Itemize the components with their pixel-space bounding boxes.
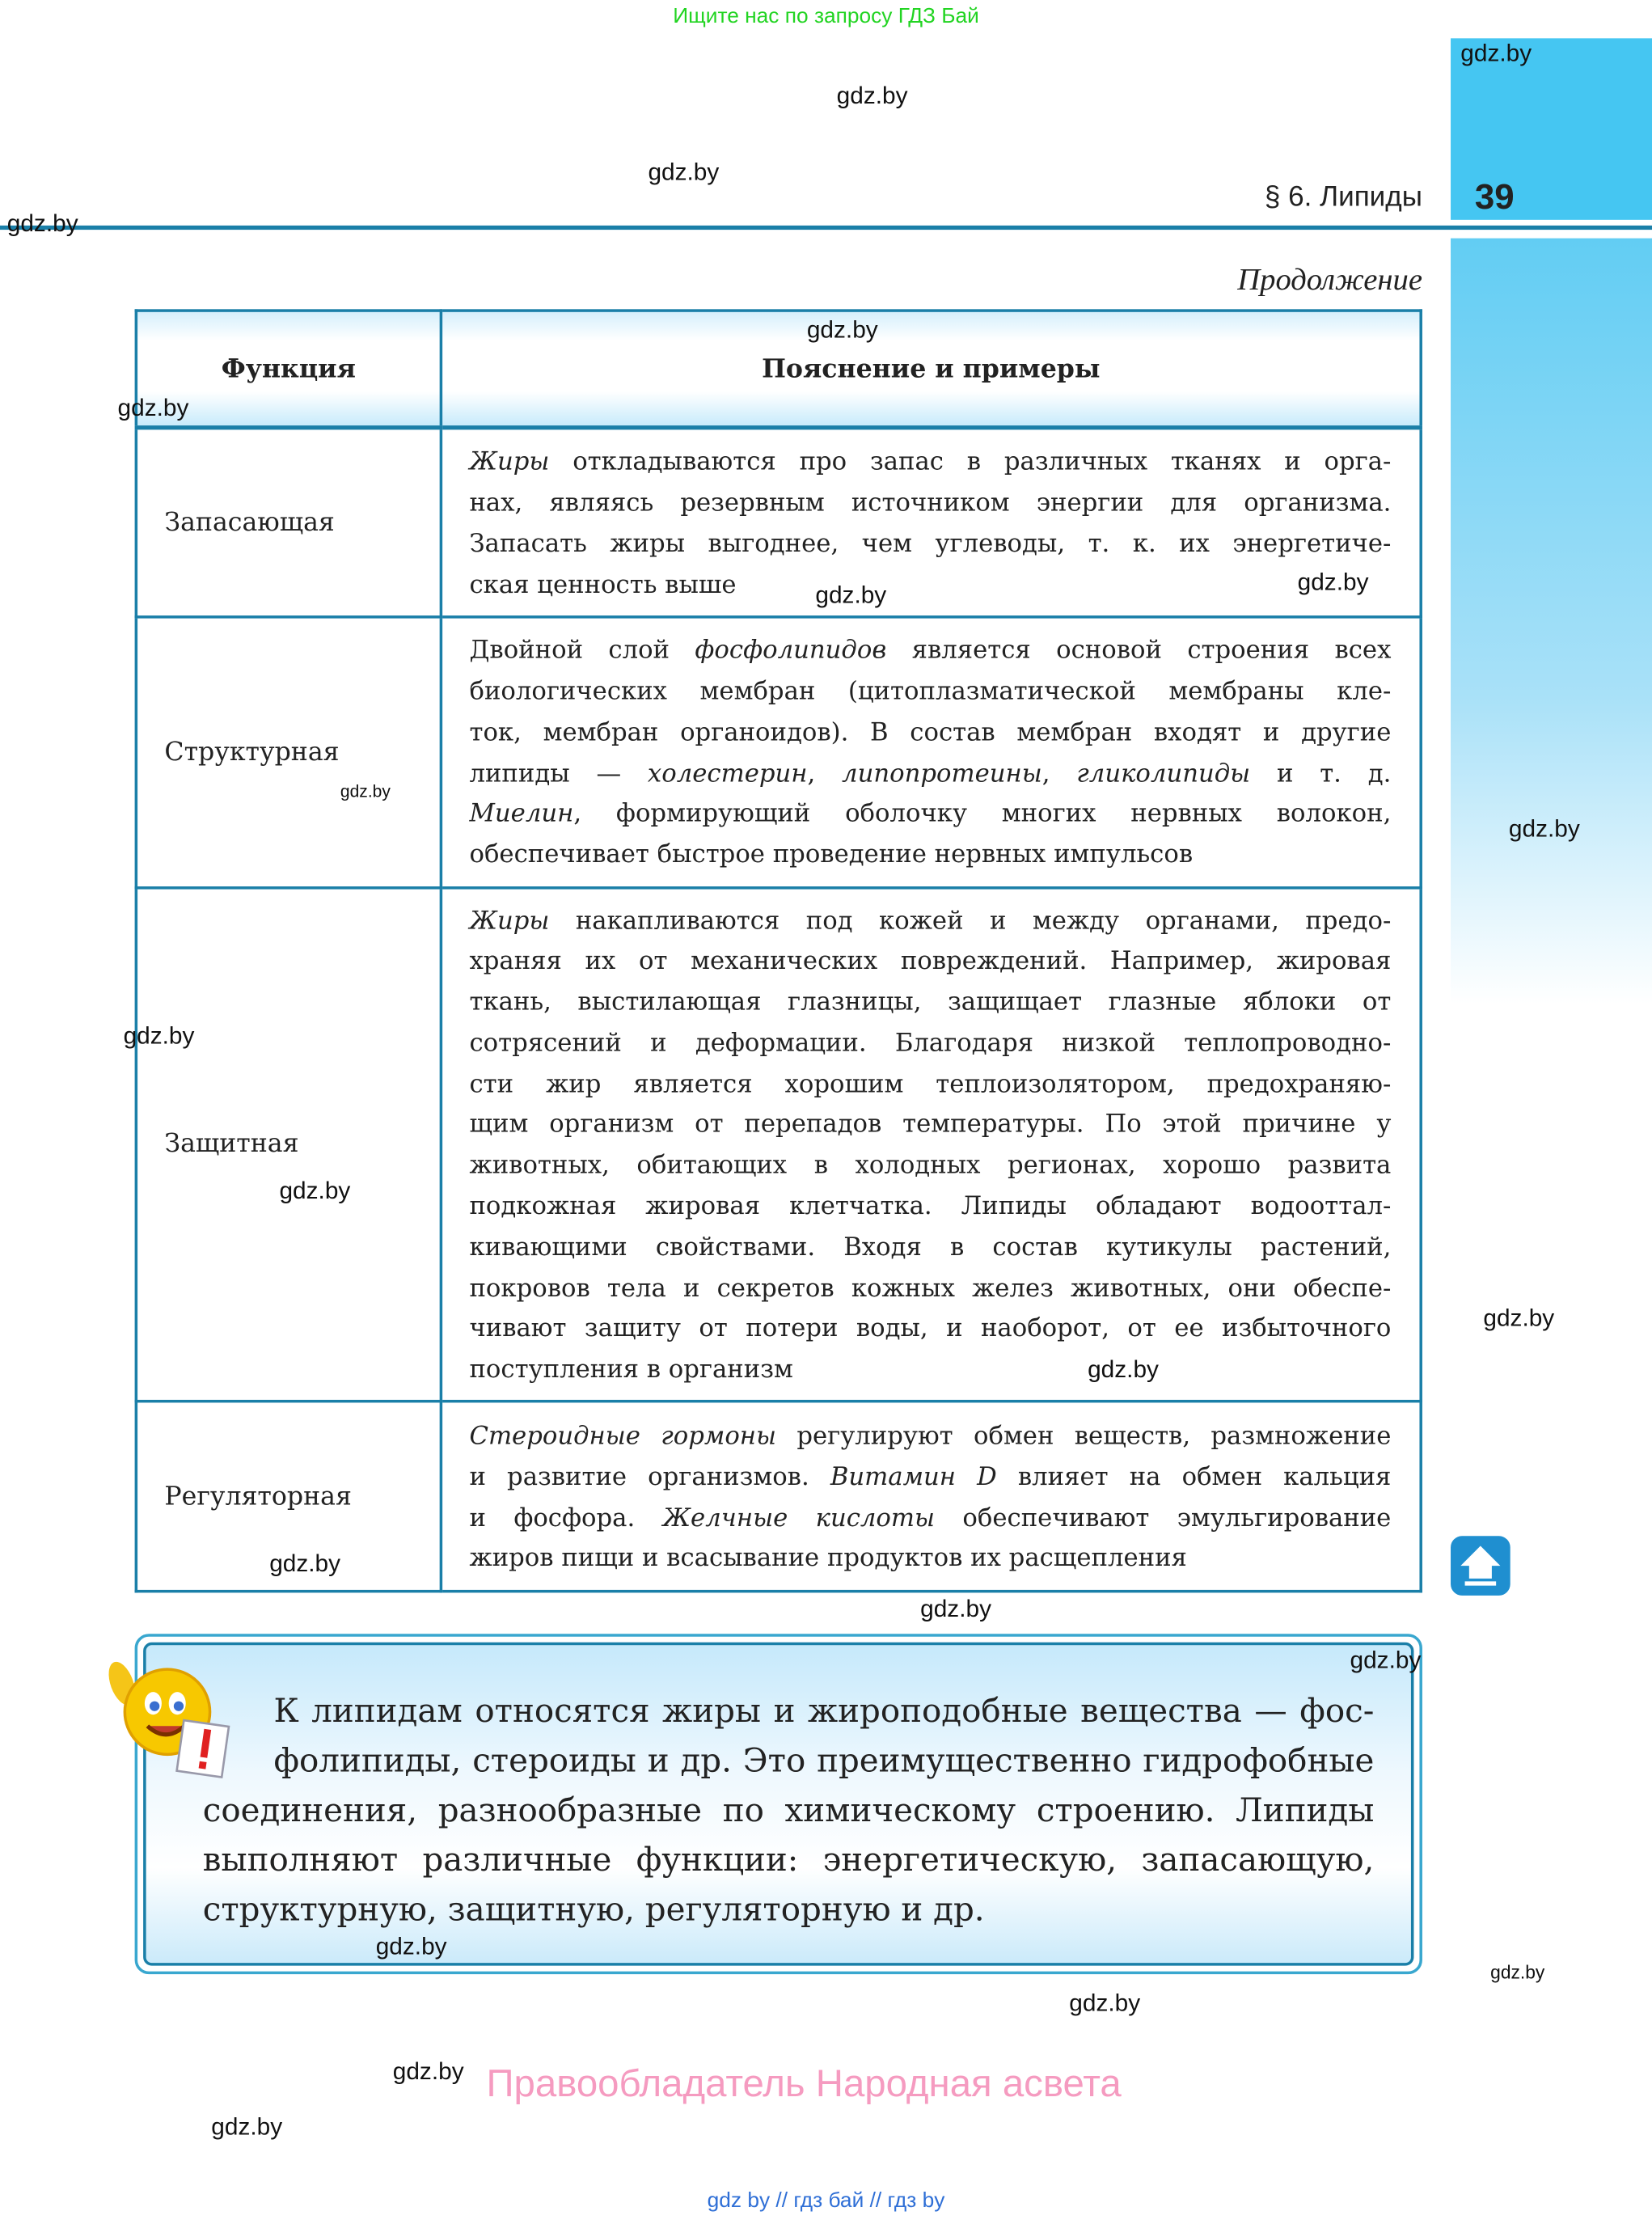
- watermark: gdz.by: [836, 82, 908, 110]
- emphasized-term: гликолипиды: [1076, 759, 1251, 789]
- text-line: [469, 484, 1391, 525]
- summary-line: выполняют различные функции: энергетическую, запасающую,: [202, 1842, 1375, 1879]
- watermark: gdz.by: [375, 1933, 447, 1960]
- text-line: [469, 754, 1391, 795]
- text-line: [469, 1187, 1391, 1228]
- text-line: [469, 942, 1391, 983]
- summary-box: [135, 1634, 1422, 1974]
- arrow-up-icon: [1451, 1536, 1510, 1596]
- watermark: gdz.by: [6, 209, 78, 237]
- text-segment: ская ценность выше: [469, 570, 737, 600]
- watermark: gdz.by: [648, 159, 720, 186]
- table-header-row: [136, 311, 1421, 428]
- search-hint: Ищите нас по запросу ГДЗ Бай: [673, 4, 979, 29]
- emphasized-term: фосфолипидов: [695, 636, 887, 666]
- function-name: Запасающая: [136, 428, 441, 616]
- text-segment: ток, мембран органоидов). В состав мембран входят и другие: [469, 718, 1392, 747]
- watermark: gdz.by: [1508, 815, 1580, 843]
- text-line: [469, 713, 1391, 755]
- table-continued-label: Продолжение: [1237, 260, 1422, 297]
- function-explanation: [441, 616, 1421, 887]
- watermark: gdz.by: [806, 316, 878, 344]
- text-segment: поступления в организм: [469, 1356, 793, 1385]
- table-row: [136, 887, 1421, 1402]
- function-name: Защитная: [136, 887, 441, 1402]
- text-segment: биологических мембран (цитоплазматической мембраны кле-: [469, 678, 1392, 707]
- text-line: [469, 901, 1391, 942]
- text-segment: сотрясений и деформации. Благодаря низкой теплопроводно-: [469, 1029, 1392, 1059]
- emphasized-term: липопротеины: [842, 759, 1042, 789]
- emphasized-term: Миелин: [469, 800, 574, 829]
- text-line: [469, 1499, 1391, 1540]
- text-segment: накапливаются под кожей и между органами, предо-: [549, 907, 1392, 936]
- text-segment: кивающими свойствами. Входя в состав кутикулы растений,: [469, 1233, 1392, 1262]
- table-row: [136, 428, 1421, 616]
- scroll-up-button[interactable]: [1451, 1536, 1510, 1596]
- text-segment: нах, являясь резервным источником энергии для организма.: [469, 488, 1392, 518]
- watermark: gdz.by: [1460, 40, 1532, 67]
- table-row: [136, 616, 1421, 887]
- text-line: [469, 524, 1391, 565]
- text-segment: покровов тела и секретов кожных желез животных, они обеспе-: [469, 1275, 1392, 1304]
- text-line: [469, 1269, 1391, 1310]
- function-name: Структурная: [136, 616, 441, 887]
- header-function: Функция: [136, 311, 441, 428]
- text-segment: щим организм от перепадов температуры. По этой причине у: [469, 1110, 1392, 1140]
- text-segment: жиров пищи и всасывание продуктов их расщепления: [469, 1545, 1187, 1574]
- lipid-functions-table: [135, 309, 1422, 1592]
- side-band: [1451, 239, 1652, 1004]
- text-segment: ,: [807, 759, 843, 789]
- watermark: gdz.by: [123, 1022, 195, 1050]
- emphasized-term: Желчные кислоты: [662, 1503, 936, 1533]
- header-rule: [0, 226, 1652, 230]
- text-line: [469, 1351, 792, 1392]
- text-segment: липиды —: [469, 759, 648, 789]
- summary-line: соединения, разнообразные по химическому строению. Липиды: [202, 1792, 1375, 1830]
- text-segment: влияет на обмен кальция: [996, 1463, 1392, 1492]
- text-line: [469, 1146, 1391, 1187]
- text-line: [469, 1024, 1391, 1065]
- text-segment: чивают защиту от потери воды, и наоборот, от ее избыточного: [469, 1315, 1392, 1344]
- footer-links[interactable]: gdz by // гдз бай // гдз by: [707, 2188, 945, 2213]
- watermark: gdz.by: [392, 2057, 464, 2085]
- watermark: gdz.by: [279, 1177, 351, 1204]
- text-line: [469, 835, 1193, 877]
- emphasized-term: Жиры: [469, 448, 550, 477]
- function-name: Регуляторная: [136, 1402, 441, 1592]
- text-line: [469, 672, 1391, 713]
- emphasized-term: холестерин: [647, 759, 808, 789]
- text-segment: и т. д.: [1250, 759, 1392, 789]
- text-line: [469, 1106, 1391, 1147]
- text-line: [469, 442, 1391, 484]
- summary-line: фолипиды, стероиды и др. Это преимущественно гидрофобные: [273, 1743, 1375, 1780]
- watermark: gdz.by: [1483, 1304, 1555, 1332]
- watermark: gdz.by: [815, 581, 887, 609]
- text-segment: откладываются про запас в различных тканях и орга-: [549, 448, 1392, 477]
- emphasized-term: Жиры: [469, 907, 550, 936]
- text-segment: Двойной слой: [469, 636, 695, 666]
- text-segment: храняя их от механических повреждений. Например, жировая: [469, 947, 1392, 977]
- text-line: [469, 983, 1391, 1024]
- text-line: [469, 1228, 1391, 1269]
- watermark: gdz.by: [1297, 569, 1369, 596]
- watermark: gdz.by: [920, 1595, 992, 1623]
- text-line: [469, 565, 736, 607]
- text-line: [469, 1457, 1391, 1499]
- watermark: gdz.by: [211, 2113, 283, 2141]
- section-title: § 6. Липиды: [1264, 181, 1422, 214]
- emphasized-term: Стероидные гормоны: [469, 1422, 777, 1451]
- text-segment: подкожная жировая клетчатка. Липиды обладают водооттал-: [469, 1192, 1392, 1222]
- text-segment: обеспечивает быстрое проведение нервных импульсов: [469, 841, 1194, 870]
- summary-text: [203, 1688, 1375, 1936]
- watermark: gdz.by: [1490, 1961, 1545, 1983]
- text-segment: Запасать жиры выгоднее, чем углеводы, т. к. их энергетиче-: [469, 530, 1392, 559]
- text-segment: ткань, выстилающая глазницы, защищает глазные яблоки от: [469, 988, 1392, 1017]
- text-line: [469, 1539, 1186, 1580]
- watermark: gdz.by: [1350, 1647, 1422, 1674]
- smiley-exclamation-icon: [102, 1652, 237, 1780]
- watermark: gdz.by: [269, 1550, 341, 1578]
- watermark: gdz.by: [117, 394, 189, 421]
- text-line: [469, 1417, 1391, 1458]
- text-segment: и развитие организмов.: [469, 1463, 830, 1492]
- header-explanation: Пояснение и примеры: [441, 311, 1421, 428]
- summary-line: структурную, защитную, регуляторную и др.: [202, 1892, 985, 1930]
- text-segment: , формирующий оболочку многих нервных волокон,: [573, 800, 1392, 829]
- function-explanation: [441, 887, 1421, 1402]
- summary-line: К липидам относятся жиры и жироподобные вещества — фос-: [273, 1693, 1375, 1731]
- copyright-notice: Правообладатель Народная асвета: [486, 2061, 1122, 2105]
- watermark: gdz.by: [1069, 1989, 1141, 2017]
- function-explanation: [441, 428, 1421, 616]
- page-number: 39: [1474, 177, 1515, 218]
- text-segment: ,: [1041, 759, 1077, 789]
- text-segment: животных, обитающих в холодных регионах, хорошо развита: [469, 1152, 1392, 1181]
- watermark: gdz.by: [1088, 1355, 1159, 1383]
- watermark: gdz.by: [340, 781, 391, 801]
- emphasized-term: Витамин D: [830, 1463, 997, 1492]
- text-segment: обеспечивают эмульгирование: [935, 1503, 1392, 1533]
- text-segment: и фосфора.: [469, 1503, 663, 1533]
- text-line: [469, 1064, 1391, 1106]
- text-segment: регулируют обмен веществ, размножение: [776, 1422, 1392, 1451]
- text-segment: является основой строения всех: [886, 636, 1392, 666]
- text-line: [469, 795, 1391, 836]
- function-explanation: [441, 1402, 1421, 1592]
- text-segment: сти жир является хорошим теплоизолятором, предохраняю-: [469, 1070, 1392, 1099]
- text-line: [469, 632, 1391, 673]
- text-line: [469, 1309, 1391, 1351]
